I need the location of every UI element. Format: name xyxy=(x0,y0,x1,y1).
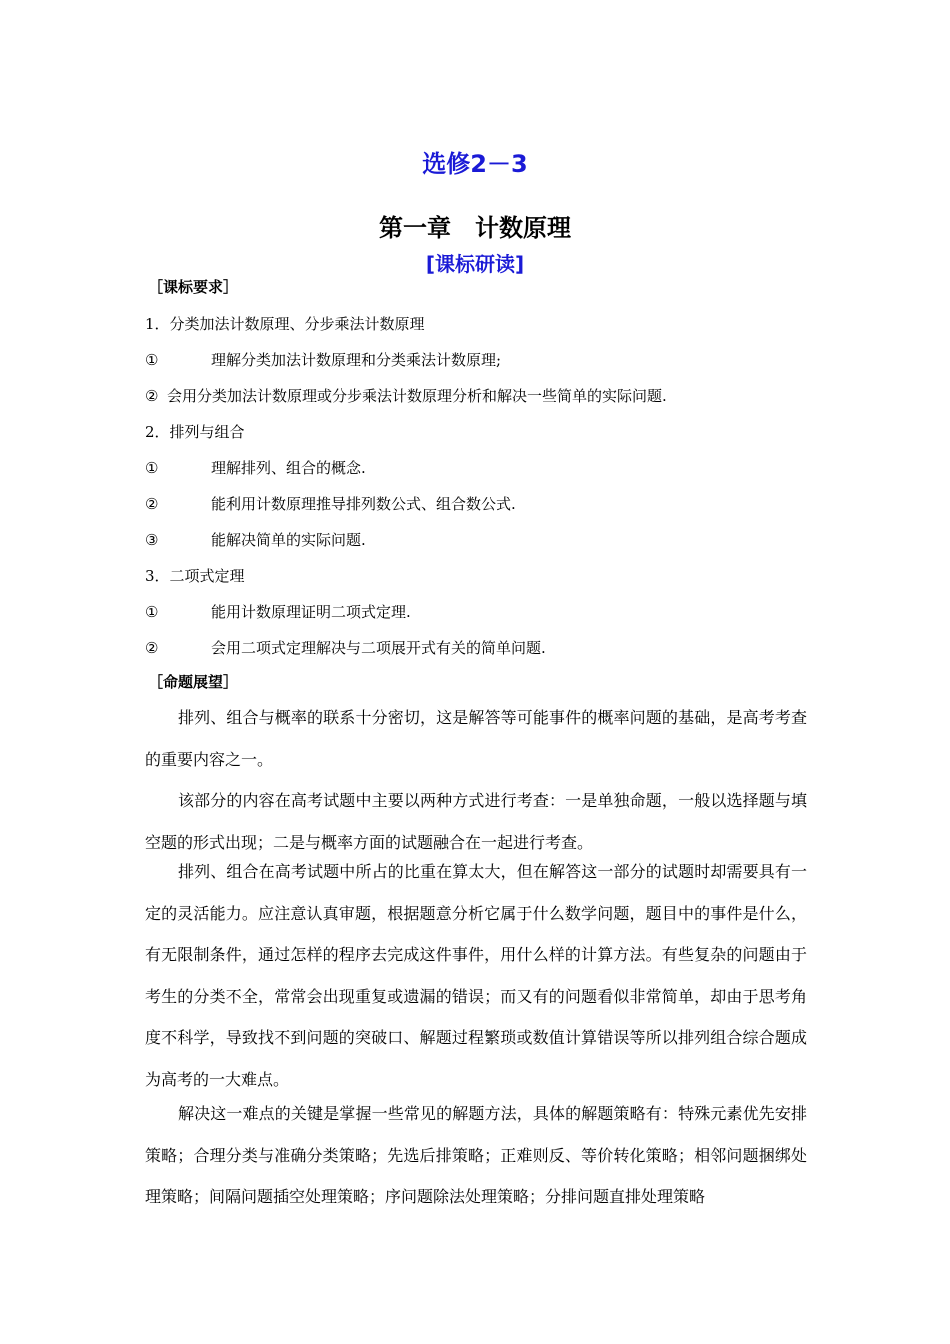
item-text: 理解分类加法计数原理和分类乘法计数原理; xyxy=(211,351,502,369)
requirement-item xyxy=(145,457,366,478)
item-marker: ① xyxy=(145,459,159,477)
requirement-item xyxy=(145,601,411,622)
item-marker: ② xyxy=(145,495,159,513)
requirement-group-title: 3．二项式定理 xyxy=(145,567,245,585)
section-subtitle: [课标研读] xyxy=(425,252,525,276)
item-text: 会用分类加法计数原理或分步乘法计数原理分析和解决一些简单的实际问题. xyxy=(167,387,667,405)
requirement-item xyxy=(145,349,501,370)
outlook-paragraph: 解决这一难点的关键是掌握一些常见的解题方法，具体的解题策略有：特殊元素优先安排策略；合理分类与准确分类策略；先选后排策略；正难则反、等价转化策略；相邻问题捆绑处理策略；间隔问题插空处理策略；序问题除法处理策略；分排问题直排处理策略 xyxy=(145,1104,807,1207)
item-text: 能解决简单的实际问题. xyxy=(211,531,366,549)
item-text: 能用计数原理证明二项式定理. xyxy=(211,603,411,621)
requirement-group-title: 1．分类加法计数原理、分步乘法计数原理 xyxy=(145,315,425,333)
outlook-heading: ［命题展望］ xyxy=(148,673,239,691)
chapter-title: 第一章 计数原理 xyxy=(379,214,571,242)
requirements-heading: ［课标要求］ xyxy=(148,278,239,296)
requirement-item xyxy=(145,529,366,550)
item-text: 能利用计数原理推导排列数公式、组合数公式. xyxy=(211,495,516,513)
module-title: 选修2－3 xyxy=(422,150,528,178)
item-text: 会用二项式定理解决与二项展开式有关的简单问题. xyxy=(211,639,546,657)
requirement-item xyxy=(145,637,546,658)
requirement-group-title: 2．排列与组合 xyxy=(145,423,245,441)
item-marker: ③ xyxy=(145,531,159,549)
item-marker: ② xyxy=(145,639,159,657)
item-text: 理解排列、组合的概念. xyxy=(211,459,366,477)
outlook-paragraph: 排列、组合与概率的联系十分密切，这是解答等可能事件的概率问题的基础，是高考考查的重要内容之一。 xyxy=(145,708,807,769)
item-marker: ② xyxy=(145,387,159,405)
item-marker: ① xyxy=(145,603,159,621)
outlook-paragraph: 该部分的内容在高考试题中主要以两种方式进行考查：一是单独命题，一般以选择题与填空题的形式出现；二是与概率方面的试题融合在一起进行考查。 xyxy=(145,791,807,852)
item-marker: ① xyxy=(145,351,159,369)
requirement-item xyxy=(145,493,516,514)
requirement-item xyxy=(145,385,667,406)
outlook-paragraph: 排列、组合在高考试题中所占的比重在算太大，但在解答这一部分的试题时却需要具有一定的灵活能力。应注意认真审题，根据题意分析它属于什么数学问题，题目中的事件是什么，有无限制条件，通过怎样的程序去完成这件事件，用什么样的计算方法。有些复杂的问题由于考生的分类不全，常常会出现重复或遗漏的错误；而又有的问题看似非常简单，却由于思考角度不科学，导致找不到问题的突破口、解题过程繁琐或数值计算错误等所以排列组合综合题成为高考的一大难点。 xyxy=(145,862,807,1089)
